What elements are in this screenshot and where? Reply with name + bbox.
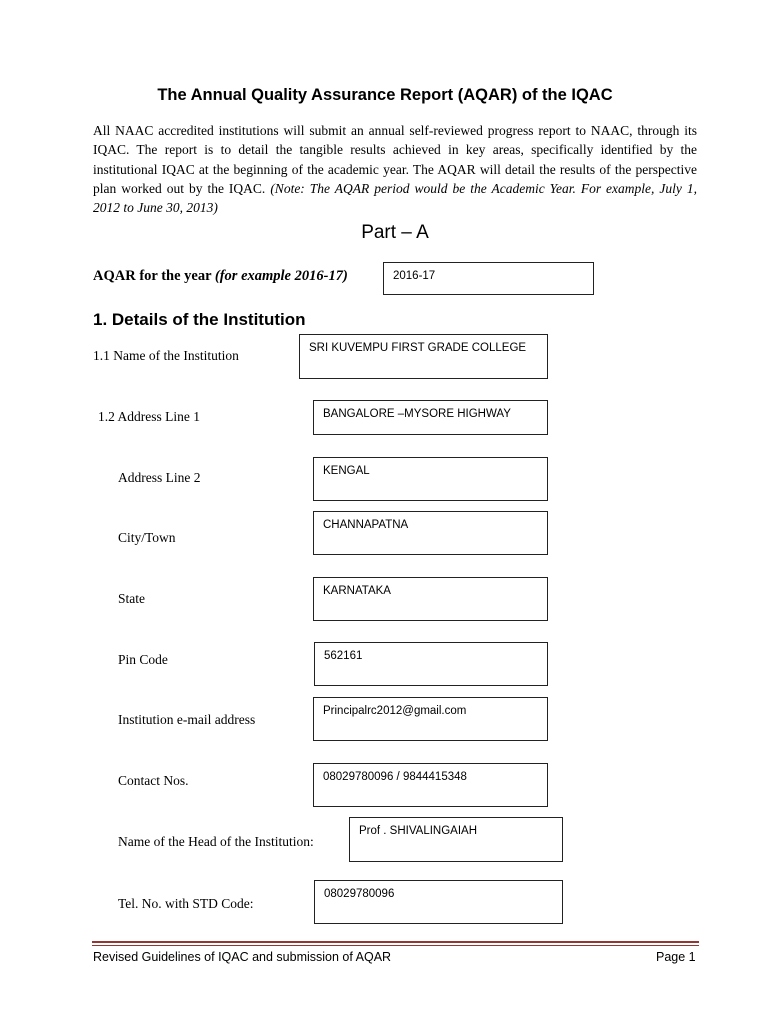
document-title: The Annual Quality Assurance Report (AQAR) of the IQAC bbox=[157, 86, 613, 104]
footer-rule bbox=[92, 941, 699, 943]
year-field[interactable]: 2016-17 bbox=[383, 262, 594, 295]
section-heading: 1. Details of the Institution bbox=[93, 310, 306, 329]
state-field[interactable]: KARNATAKA bbox=[313, 577, 548, 621]
institution-name-field[interactable]: SRI KUVEMPU FIRST GRADE COLLEGE bbox=[299, 334, 548, 379]
city-field[interactable]: CHANNAPATNA bbox=[313, 511, 548, 555]
year-hint: (for example 2016-17) bbox=[214, 268, 348, 284]
pin-code-field[interactable]: 562161 bbox=[314, 642, 548, 686]
footer-left-text: Revised Guidelines of IQAC and submission of AQAR bbox=[93, 950, 392, 964]
address-line-2-field[interactable]: KENGAL bbox=[313, 457, 548, 501]
page-number: Page 1 bbox=[656, 950, 696, 964]
city-label: City/Town bbox=[118, 530, 176, 545]
address-line-1-field[interactable]: BANGALORE –MYSORE HIGHWAY bbox=[313, 400, 548, 435]
head-label: Name of the Head of the Institution: bbox=[118, 834, 314, 849]
email-label: Institution e-mail address bbox=[118, 712, 256, 727]
year-label-text: AQAR for the year bbox=[93, 268, 212, 284]
tel-label: Tel. No. with STD Code: bbox=[118, 896, 254, 911]
year-label bbox=[93, 268, 348, 285]
state-label: State bbox=[118, 591, 145, 606]
address-line-1-label: 1.2 Address Line 1 bbox=[98, 409, 200, 424]
email-field[interactable]: Principalrc2012@gmail.com bbox=[313, 697, 548, 741]
footer-rule-thin bbox=[92, 945, 699, 946]
pin-code-label: Pin Code bbox=[118, 652, 168, 667]
contact-field[interactable]: 08029780096 / 9844415348 bbox=[313, 763, 548, 807]
intro-text: All NAAC accredited institutions will submit an annual self-reviewed progress report to NAAC, through its IQAC. The report is to detail the tangible results achieved in key areas, specifically identified by the institutional IQAC at the beginning of the academic year. The AQAR will detail the results of the perspective plan worked out by the IQAC. bbox=[93, 123, 697, 196]
tel-field[interactable]: 08029780096 bbox=[314, 880, 563, 924]
address-line-2-label: Address Line 2 bbox=[118, 470, 201, 485]
intro-paragraph bbox=[93, 121, 697, 217]
contact-label: Contact Nos. bbox=[118, 773, 189, 788]
head-field[interactable]: Prof . SHIVALINGAIAH bbox=[349, 817, 563, 862]
intro-note: (Note: The AQAR period would be the Academic Year. For example, July 1, 2012 to June 30, 2013) bbox=[93, 180, 697, 216]
institution-name-label: 1.1 Name of the Institution bbox=[93, 348, 239, 363]
part-heading: Part – A bbox=[361, 222, 429, 243]
